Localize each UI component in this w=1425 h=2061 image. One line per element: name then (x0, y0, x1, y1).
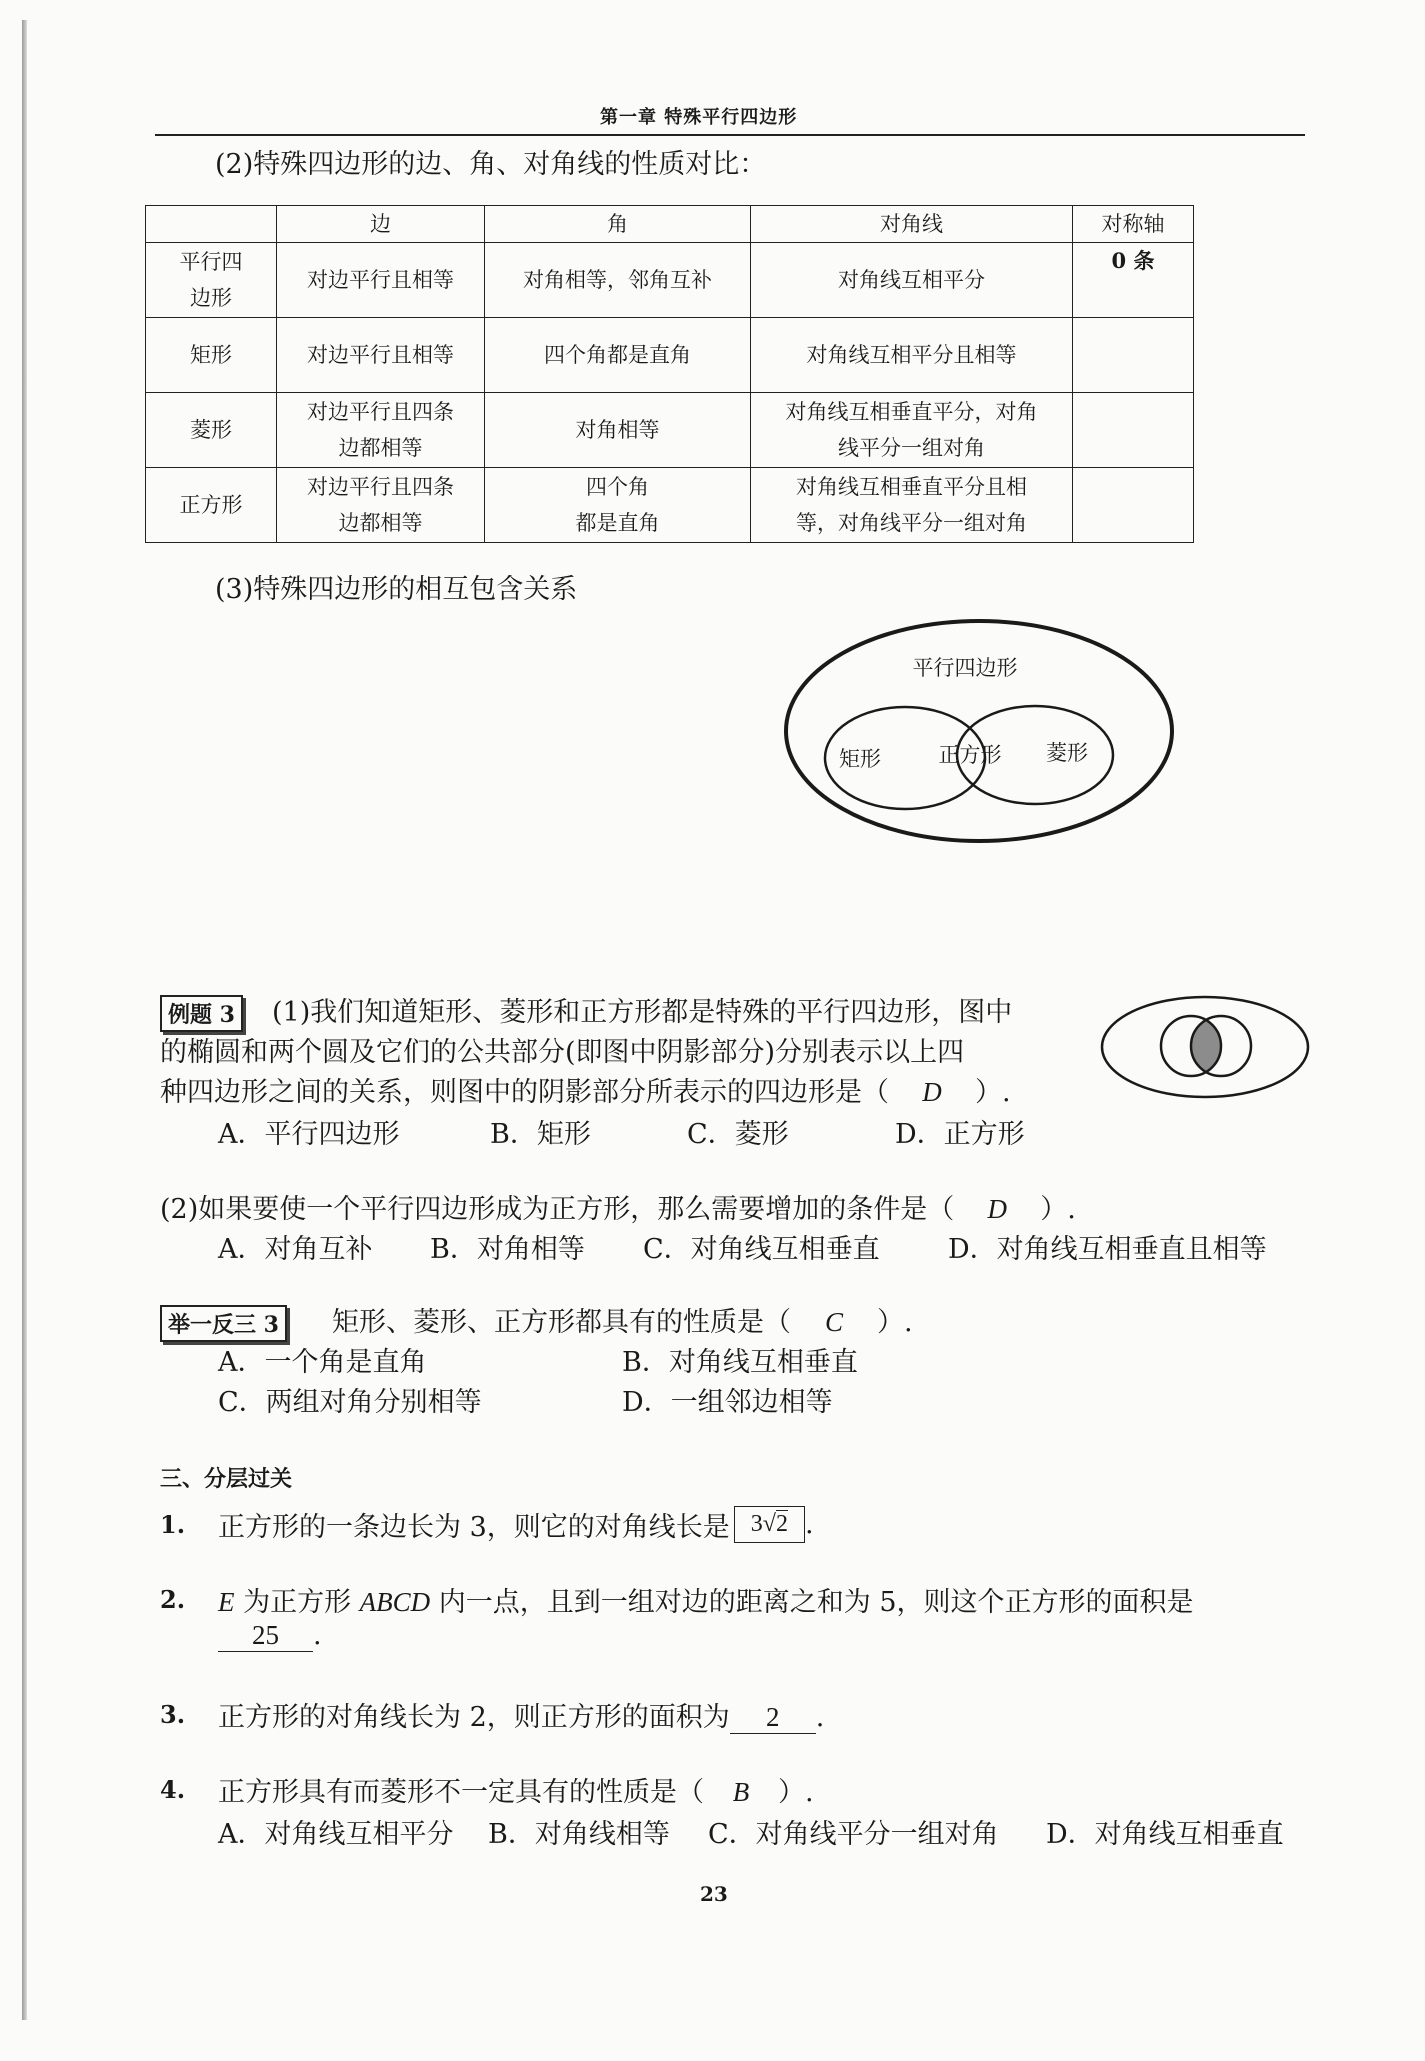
axis-cell (1073, 318, 1194, 393)
side-cell (277, 318, 485, 393)
practice-question (332, 1300, 913, 1339)
table-header-cell: 对称轴 (1073, 206, 1194, 243)
question-1-text: 正方形的一条边长为 3，则它的对角线长是 (218, 1512, 730, 1543)
venn-right-label: 菱形 (1046, 741, 1088, 765)
cell-line: 四个角 (586, 475, 649, 499)
question-4-line (218, 1770, 814, 1809)
table-row (146, 393, 1194, 468)
question-2-end: . (313, 1620, 322, 1651)
example-q2-line (160, 1187, 1076, 1226)
page-number: 23 (700, 1882, 728, 1906)
cell-line: 对角相等，邻角互补 (523, 268, 712, 292)
example-q1-option-c: C．菱形 (687, 1119, 789, 1150)
question-4-answer: B (732, 1777, 750, 1807)
practice-option-c: C．两组对角分别相等 (218, 1387, 482, 1418)
question-4-close: ）. (778, 1777, 814, 1808)
cell-line: 线平分一组对角 (838, 436, 985, 460)
header-rule (155, 134, 1305, 136)
diagonal-cell (751, 318, 1073, 393)
question-2-line (218, 1580, 1194, 1619)
table-header-cell: 角 (485, 206, 751, 243)
example-q1-option-d: D．正方形 (895, 1119, 1025, 1150)
practice-option-b: B．对角线互相垂直 (622, 1347, 858, 1378)
question-3-line (218, 1695, 824, 1734)
example-q2-option-a: A．对角互补 (218, 1234, 373, 1265)
example-q2-option-c: C．对角线互相垂直 (643, 1234, 880, 1265)
question-2-answer-line (218, 1620, 322, 1652)
cell-line: 等，对角线平分一组对角 (796, 511, 1027, 535)
shape-name-cell (146, 468, 277, 543)
cell-line: 对边平行且相等 (307, 343, 454, 367)
practice-text: 矩形、菱形、正方形都具有的性质是（ (332, 1307, 791, 1338)
example-q2-option-b: B．对角相等 (430, 1234, 585, 1265)
question-3-text: 正方形的对角线长为 2，则正方形的面积为 (218, 1702, 730, 1733)
shape-name-cell (146, 393, 277, 468)
example-venn-figure (1098, 992, 1313, 1104)
venn-middle-label: 正方形 (938, 743, 1002, 767)
section2-title: (2)特殊四边形的边、角、对角线的性质对比： (215, 149, 767, 180)
example-q2-option-d: D．对角线互相垂直且相等 (948, 1234, 1267, 1265)
question-2-text: 为正方形 (234, 1587, 360, 1618)
sqrt-symbol: √ (762, 1511, 776, 1537)
side-cell (277, 243, 485, 318)
cell-line: 对边平行且四条 (307, 475, 454, 499)
question-4-option-b: B．对角线相等 (488, 1819, 670, 1850)
answer-radicand: 2 (775, 1511, 788, 1537)
side-cell (277, 393, 485, 468)
example-q2-answer: D (987, 1194, 1007, 1224)
cell-line: 边形 (190, 286, 232, 310)
angle-cell (485, 468, 751, 543)
cell-line: 对角线互相平分 (838, 268, 985, 292)
question-3-answer: 2 (730, 1702, 816, 1734)
question-2-square: ABCD (359, 1587, 431, 1617)
diagonal-cell (751, 468, 1073, 543)
question-number: 4. (160, 1775, 186, 1804)
example-q1-line: (1)我们知道矩形、菱形和正方形都是特殊的平行四边形，图中 (272, 997, 1013, 1028)
example-q1-text: 种四边形之间的关系，则图中的阴影部分所表示的四边形是（ (160, 1077, 889, 1108)
practice-close: ）. (877, 1307, 913, 1338)
venn-outer-ellipse (786, 621, 1172, 841)
practice-option-a: A．一个角是直角 (218, 1347, 427, 1378)
table-row (146, 468, 1194, 543)
table-row (146, 243, 1194, 318)
cell-line: 边都相等 (338, 511, 423, 535)
question-4-option-a: A．对角线互相平分 (218, 1819, 454, 1850)
angle-cell (485, 318, 751, 393)
axis-cell: 0 条 (1073, 243, 1194, 318)
cell-line: 四个角都是直角 (544, 343, 691, 367)
question-1 (218, 1505, 814, 1544)
table-row (146, 318, 1194, 393)
cell-line: 平行四 (179, 250, 243, 274)
example-q1-close: ）. (975, 1077, 1011, 1108)
practice-option-d: D．一组邻边相等 (622, 1387, 833, 1418)
venn-diagram (780, 615, 1180, 855)
side-cell (277, 468, 485, 543)
cell-line: 对角线互相垂直平分，对角 (785, 400, 1038, 424)
example-q1-line-3 (160, 1070, 1011, 1109)
example-label: 例题 3 (160, 995, 243, 1032)
page-edge (22, 20, 27, 2020)
chapter-header: 第一章 特殊平行四边形 (600, 107, 798, 128)
example-q2-text: (2)如果要使一个平行四边形成为正方形，那么需要增加的条件是（ (160, 1194, 955, 1225)
question-4-option-d: D．对角线互相垂直 (1046, 1819, 1284, 1850)
question-number: 3. (160, 1700, 186, 1729)
question-number: 2. (160, 1585, 186, 1614)
cell-line: 对边平行且四条 (307, 400, 454, 424)
venn-outer-label: 平行四边形 (912, 656, 1018, 680)
cell-line: 边都相等 (338, 436, 423, 460)
example-q1-option-b: B．矩形 (490, 1119, 591, 1150)
cell-line: 对角相等 (575, 418, 660, 442)
question-3-end: . (815, 1702, 825, 1733)
question-2-answer: 25 (218, 1620, 313, 1652)
cell-line: 菱形 (190, 418, 232, 442)
angle-cell (485, 393, 751, 468)
example-q2-close: ）. (1040, 1194, 1076, 1225)
shape-name-cell (146, 243, 277, 318)
angle-cell (485, 243, 751, 318)
cell-line: 对角线互相平分且相等 (806, 343, 1017, 367)
cell-line: 对角线互相垂直平分且相 (796, 475, 1027, 499)
table-header-cell: 边 (277, 206, 485, 243)
practice-answer: C (824, 1307, 843, 1337)
cell-line: 对边平行且相等 (307, 268, 454, 292)
answer-coefficient: 3 (750, 1511, 763, 1537)
diagonal-cell (751, 243, 1073, 318)
shape-name-cell (146, 318, 277, 393)
question-4-text: 正方形具有而菱形不一定具有的性质是（ (218, 1777, 704, 1808)
question-1-answer-box (734, 1506, 805, 1543)
question-number: 1. (160, 1510, 186, 1539)
practice-label: 举一反三 3 (160, 1305, 287, 1342)
question-2-text-rest: 内一点，且到一组对边的距离之和为 5，则这个正方形的面积是 (430, 1587, 1194, 1618)
table-header-cell (146, 206, 277, 243)
example-q1-answer: D (922, 1077, 942, 1107)
section3-title: (3)特殊四边形的相互包含关系 (215, 574, 578, 605)
table-header-cell: 对角线 (751, 206, 1073, 243)
section-levels-title: 三、分层过关 (160, 1466, 293, 1492)
axis-cell (1073, 468, 1194, 543)
question-4-option-c: C．对角线平分一组对角 (708, 1819, 999, 1850)
example-q1-option-a: A．平行四边形 (218, 1119, 400, 1150)
venn-left-label: 矩形 (839, 747, 881, 771)
diagonal-cell (751, 393, 1073, 468)
question-1-end: . (804, 1509, 814, 1540)
table-header-row (146, 206, 1194, 243)
axis-cell (1073, 393, 1194, 468)
cell-line: 矩形 (190, 343, 232, 367)
cell-line: 正方形 (179, 493, 243, 517)
question-2-point: E (218, 1587, 235, 1617)
example-q1-line: 的椭圆和两个圆及它们的公共部分(即图中阴影部分)分别表示以上四 (160, 1037, 965, 1068)
cell-line: 都是直角 (575, 511, 660, 535)
properties-table (145, 205, 1194, 543)
